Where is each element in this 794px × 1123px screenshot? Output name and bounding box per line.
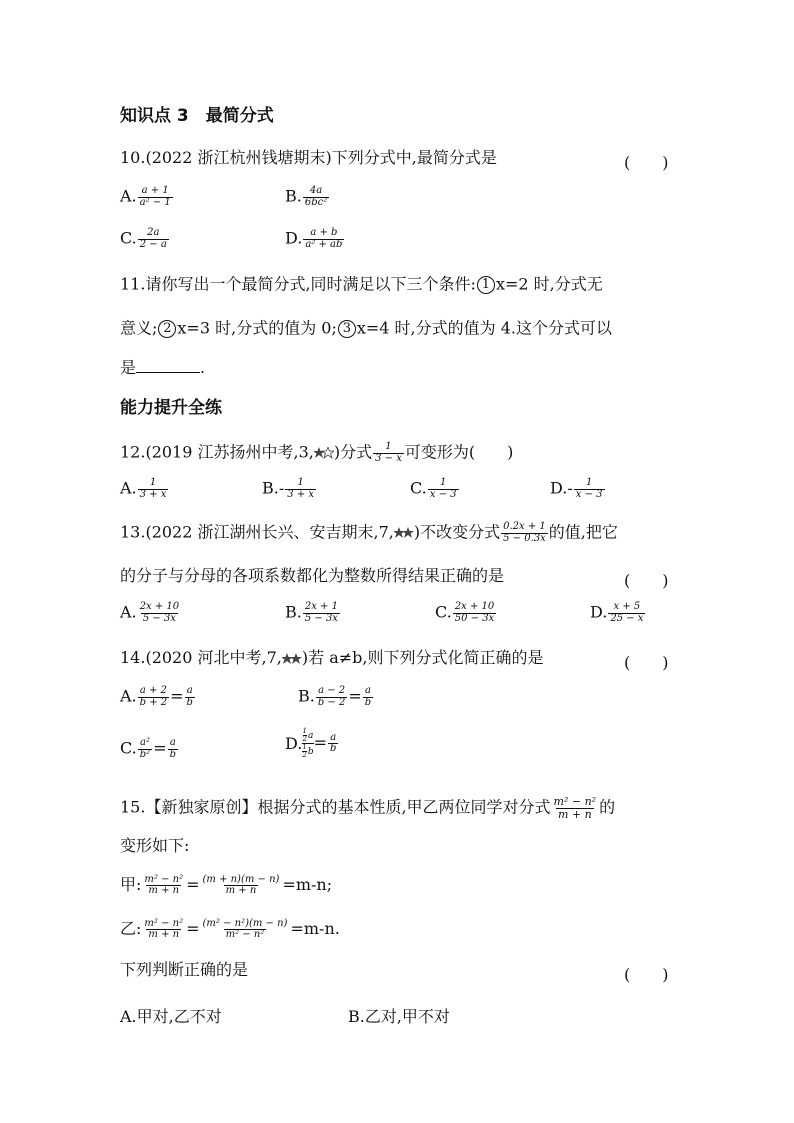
q15-judge: 下列判断正确的是 [120, 960, 249, 979]
ability-section-title: 能力提升全练 [120, 398, 222, 418]
q13-stem-line1: 13.(2022 浙江湖州长兴、安吉期末,7, )不改变分式 $\frac{0.2x + 1}{5 - 0.3x}$ 的值,把它 [120, 521, 618, 544]
circled-two: 2 [158, 320, 176, 338]
q15-stem-line2: 变形如下: [120, 836, 190, 855]
q13-stem-line2: 的分子与分母的各项系数都化为整数所得结果正确的是 [120, 566, 505, 585]
answer-blank[interactable] [136, 360, 200, 373]
q12-option-c[interactable]: C. $\frac{1}{x - 3}$ [410, 477, 457, 500]
circled-three: 3 [338, 320, 356, 338]
fraction: $\frac{a + 1}{\text{a² − 1}}$ [139, 185, 171, 208]
q10-option-c[interactable]: C. $\frac{2a}{2 - a}$ [120, 227, 167, 250]
difficulty-stars-icon [314, 447, 334, 459]
q13-option-b[interactable]: B. $\frac{2x + 1}{5 - 3x}$ [285, 601, 338, 624]
q15-yi-transform: 乙: $\frac{\text{m² − n²}}{m + n}$ = $\frac{\text{(m² − n²)(m − n)}}{\text{m² − n²}}$ =m-n. [120, 917, 340, 940]
q14-option-b[interactable]: B. $\frac{a - 2}{b - 2}$ = $\frac{a}{b}$ [298, 685, 372, 708]
q14-option-a[interactable]: A. $\frac{a + 2}{b + 2}$ = $\frac{a}{b}$ [120, 685, 193, 708]
q14-answer-paren: ( ) [624, 653, 669, 672]
q13-option-c[interactable]: C. $\frac{2x + 10}{50 - 3x}$ [435, 601, 495, 624]
circled-one: 1 [477, 276, 495, 294]
q12-stem: 12.(2019 江苏扬州中考,3, )分式 $\frac{1}{3 - x}$ 可变形为( ) [120, 441, 514, 464]
difficulty-stars-icon [282, 653, 302, 665]
q15-jia-transform: 甲: $\frac{\text{m² − n²}}{m + n}$ = $\frac{(m + n)(m - n)}{m + n}$ =m-n; [120, 873, 333, 896]
compound-fraction: $\frac{1}{2}$ a $\frac{1}{2}$ b [302, 727, 314, 759]
q14-option-d[interactable]: D. $\frac{1}{2}$ a $\frac{1}{2}$ b = $\frac{a}{b}$ [285, 727, 337, 759]
q15-answer-paren: ( ) [624, 965, 669, 984]
q10-option-a[interactable]: A. $\frac{a + 1}{\text{a² − 1}}$ [120, 185, 171, 208]
q12-option-a[interactable]: A. $\frac{1}{3 + x}$ [120, 477, 167, 500]
q14-stem: 14.(2020 河北中考,7, )若 a≠b,则下列分式化简正确的是 [120, 648, 544, 667]
q15-option-a[interactable]: A.甲对,乙不对 [120, 1007, 222, 1026]
q13-option-a[interactable]: A. $\frac{2x + 10}{5 - 3x}$ [120, 601, 180, 624]
q12-option-d[interactable]: D.- $\frac{1}{x - 3}$ [550, 477, 603, 500]
q10-option-d[interactable]: D. $\frac{a + b}{\text{a² + ab}}$ [285, 227, 343, 250]
q13-option-d[interactable]: D. $\frac{x + 5}{25 - x}$ [590, 601, 644, 624]
q12-option-b[interactable]: B.- $\frac{1}{3 + x}$ [262, 477, 314, 500]
q15-option-b[interactable]: B.乙对,甲不对 [348, 1007, 450, 1026]
fraction: $\frac{4a}{\text{6bc²}}$ [304, 185, 328, 208]
q13-answer-paren: ( ) [624, 571, 669, 590]
q11-line3: 是 . [120, 358, 206, 377]
q10-option-b[interactable]: B. $\frac{4a}{\text{6bc²}}$ [285, 185, 328, 208]
q11-line2: 意义; 2 x=3 时,分式的值为 0; 3 x=4 时,分式的值为 4.这个分式可以 [120, 318, 612, 338]
q10-answer-paren: ( ) [624, 153, 669, 172]
q15-stem-line1: 15.【新独家原创】根据分式的基本性质,甲乙两位同学对分式 $\frac{\text{m² − n²}}{m + n}$ 的 [120, 795, 616, 821]
section-title: 知识点 3 最简分式 [120, 106, 274, 126]
difficulty-stars-icon [394, 527, 414, 539]
fraction: $\frac{a + b}{\text{a² + ab}}$ [305, 227, 343, 250]
q11-line1: 11.请你写出一个最简分式,同时满足以下三个条件: 1 x=2 时,分式无 [120, 274, 603, 294]
fraction: $\frac{2a}{2 - a}$ [139, 227, 167, 250]
q10-stem: 10.(2022 浙江杭州钱塘期末)下列分式中,最简分式是 [120, 148, 497, 167]
q14-option-c[interactable]: C. $\frac{\text{a²}}{\text{b²}}$ = $\frac{a}{b}$ [120, 737, 176, 760]
fraction: $\frac{1}{3 - x}$ [375, 441, 402, 464]
